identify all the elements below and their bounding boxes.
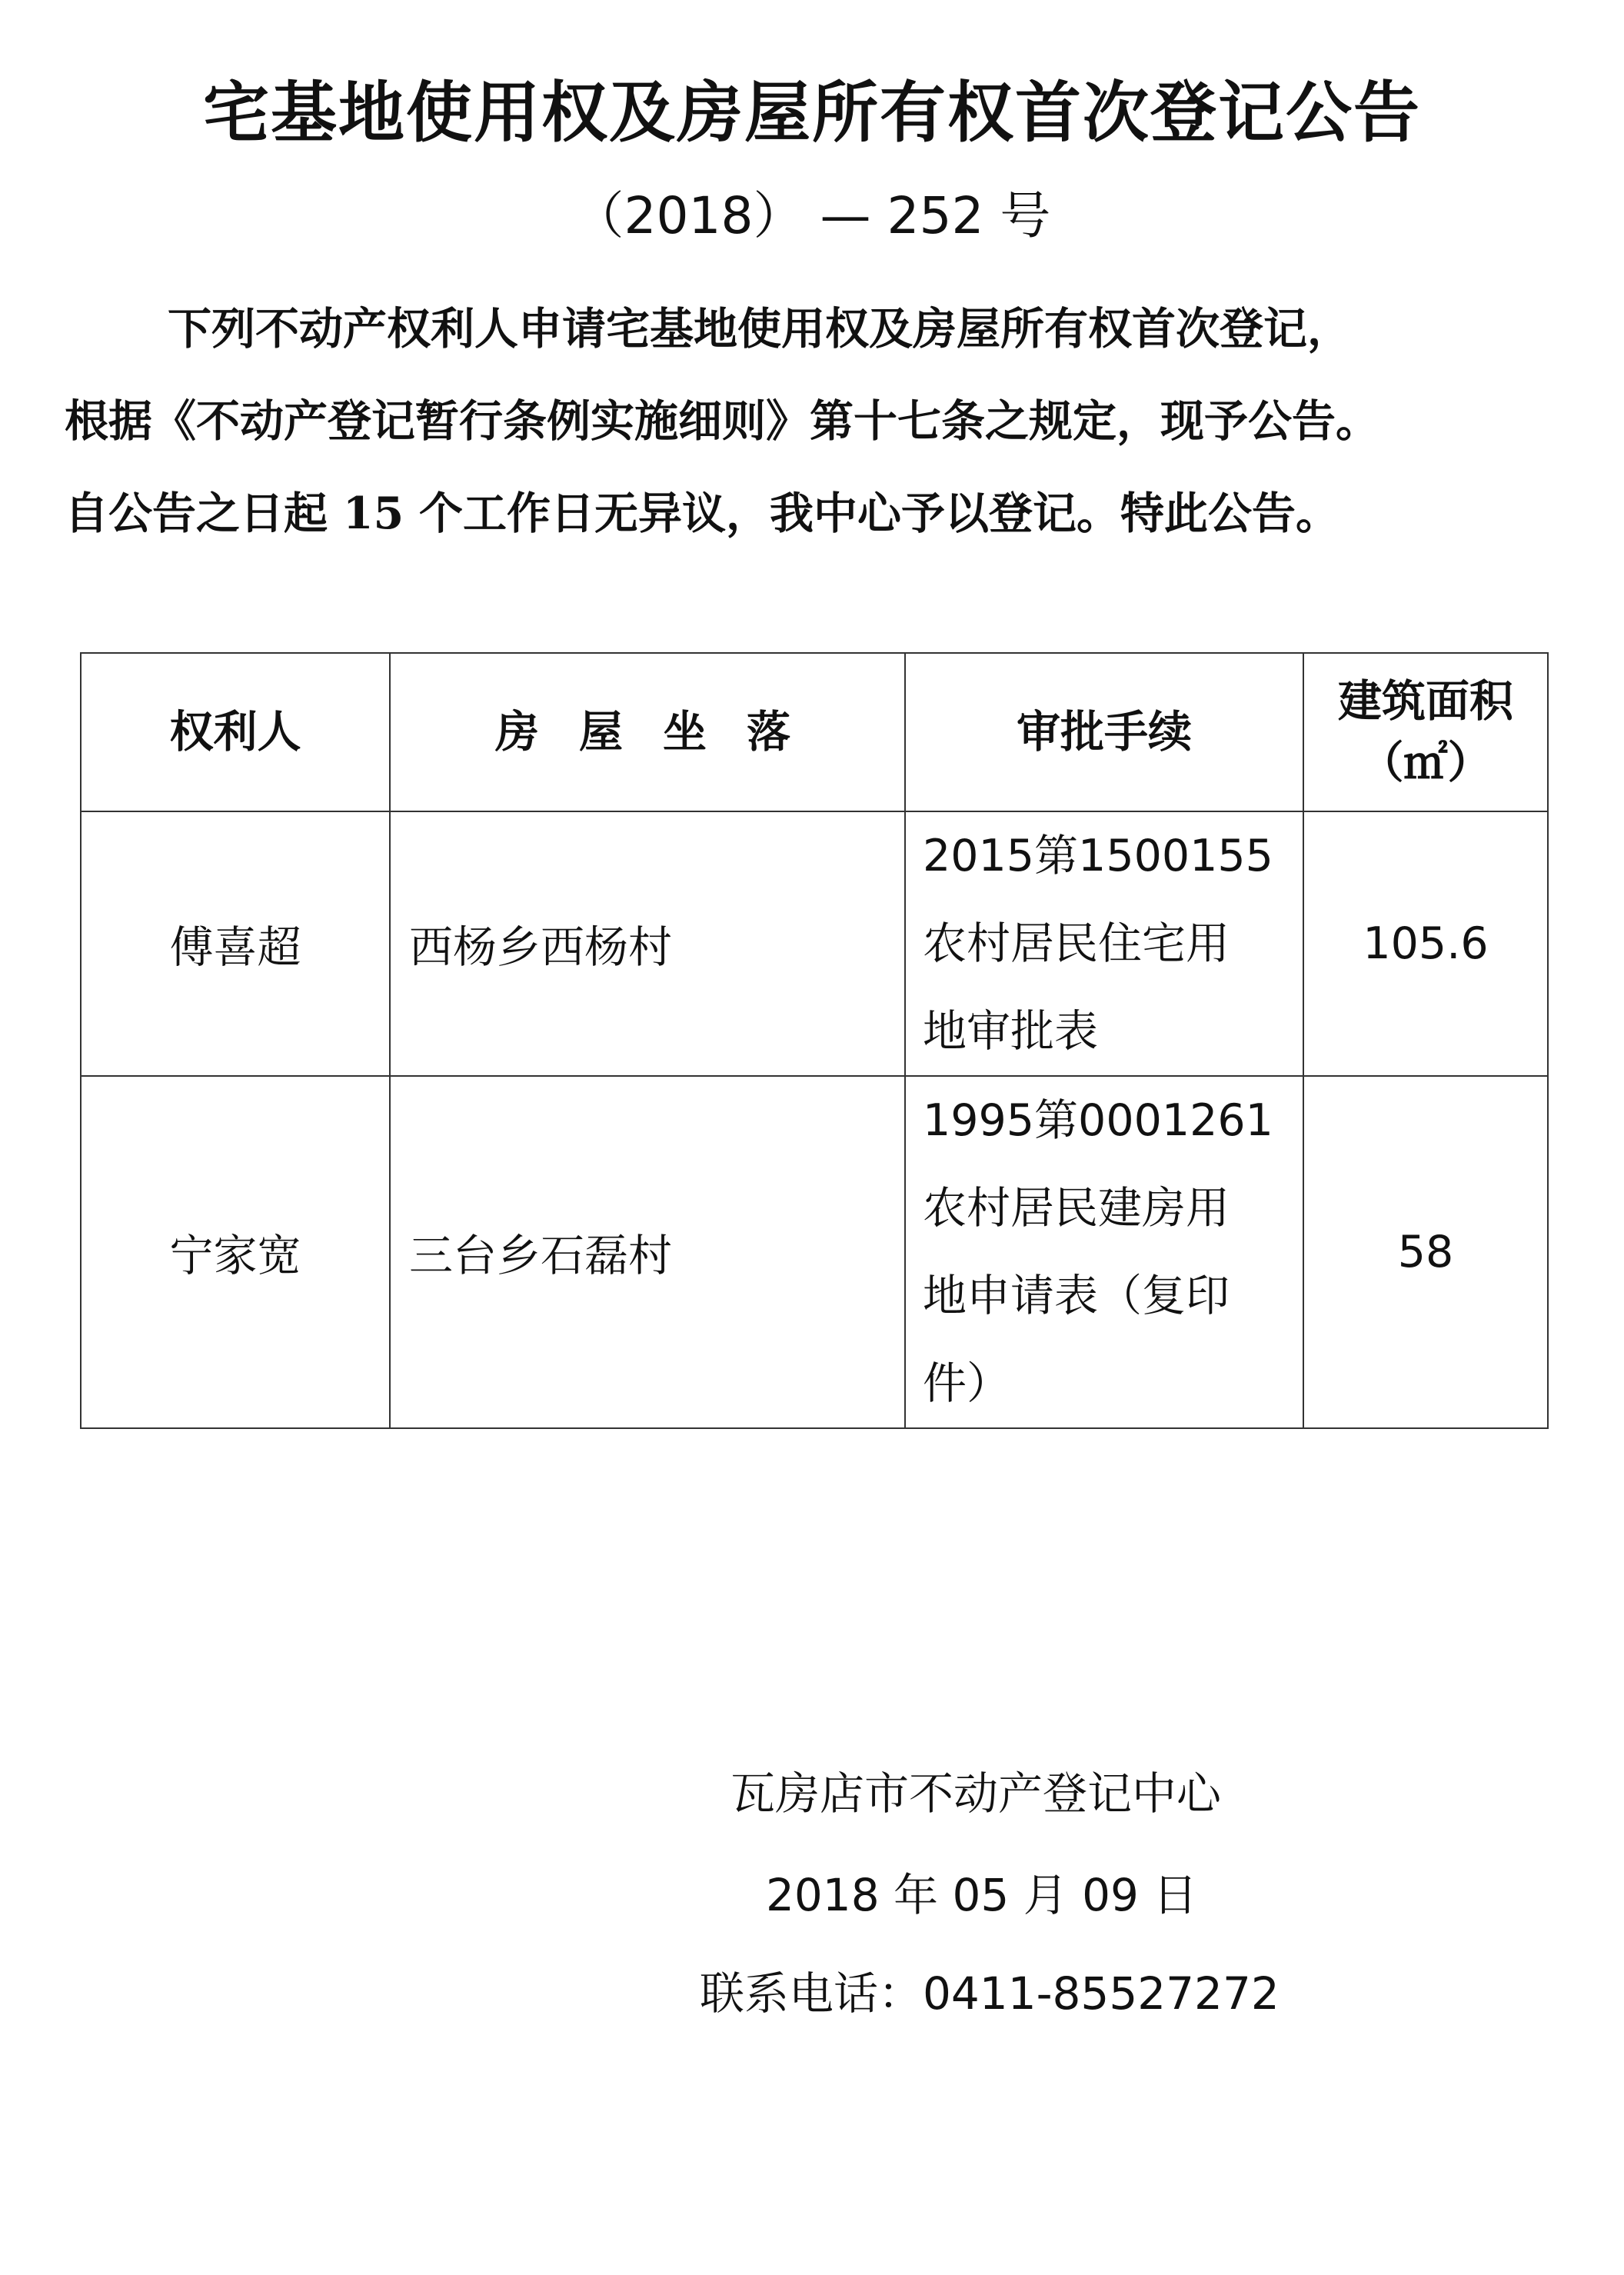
approval-line: 农村居民住宅用 — [923, 918, 1230, 969]
table-row — [81, 1076, 1548, 1428]
approval-line: 2015第1500155 — [923, 831, 1273, 881]
approval-line: 农村居民建房用 — [923, 1183, 1230, 1234]
registration-table — [80, 652, 1549, 1429]
table-header-row — [81, 653, 1548, 811]
approval-line: 件） — [923, 1358, 1010, 1409]
approval-line: 1995第0001261 — [923, 1095, 1273, 1146]
header-location — [390, 653, 905, 811]
notice-title: 宅基地使用权及房屋所有权首次登记公告 — [203, 75, 1421, 152]
header-area-line2: （㎡） — [1359, 738, 1492, 788]
intro-line-3: 自公告之日起 15 个工作日无异议，我中心予以登记。特此公告。 — [65, 488, 1340, 539]
cell-area: 58 — [1303, 1076, 1548, 1428]
cell-location: 西杨乡西杨村 — [390, 811, 905, 1076]
contact-phone: 联系电话：0411-85527272 — [700, 1967, 1280, 2020]
header-location-label: 房屋坐落 — [495, 707, 830, 758]
header-area — [1303, 653, 1548, 811]
intro-line-1: 下列不动产权利人申请宅基地使用权及房屋所有权首次登记， — [168, 303, 1351, 355]
header-area-line1: 建筑面积 — [1338, 676, 1513, 727]
issue-date: 2018 年 05 月 09 日 — [766, 1869, 1198, 1921]
cell-area: 105.6 — [1303, 811, 1548, 1076]
cell-location: 三台乡石磊村 — [390, 1076, 905, 1428]
document-number: （2018） — 252 号 — [573, 186, 1051, 245]
approval-line: 地申请表（复印 — [923, 1271, 1230, 1321]
header-approval: 审批手续 — [905, 653, 1303, 811]
approval-line: 地审批表 — [923, 1006, 1098, 1057]
header-holder: 权利人 — [81, 653, 390, 811]
issuing-organization: 瓦房店市不动产登记中心 — [730, 1767, 1222, 1820]
cell-approval — [905, 1076, 1303, 1428]
cell-holder: 宁家宽 — [81, 1076, 390, 1428]
table-row — [81, 811, 1548, 1076]
cell-approval — [905, 811, 1303, 1076]
cell-holder: 傅喜超 — [81, 811, 390, 1076]
intro-line-2: 根据《不动产登记暂行条例实施细则》第十七条之规定，现予公告。 — [65, 395, 1379, 447]
